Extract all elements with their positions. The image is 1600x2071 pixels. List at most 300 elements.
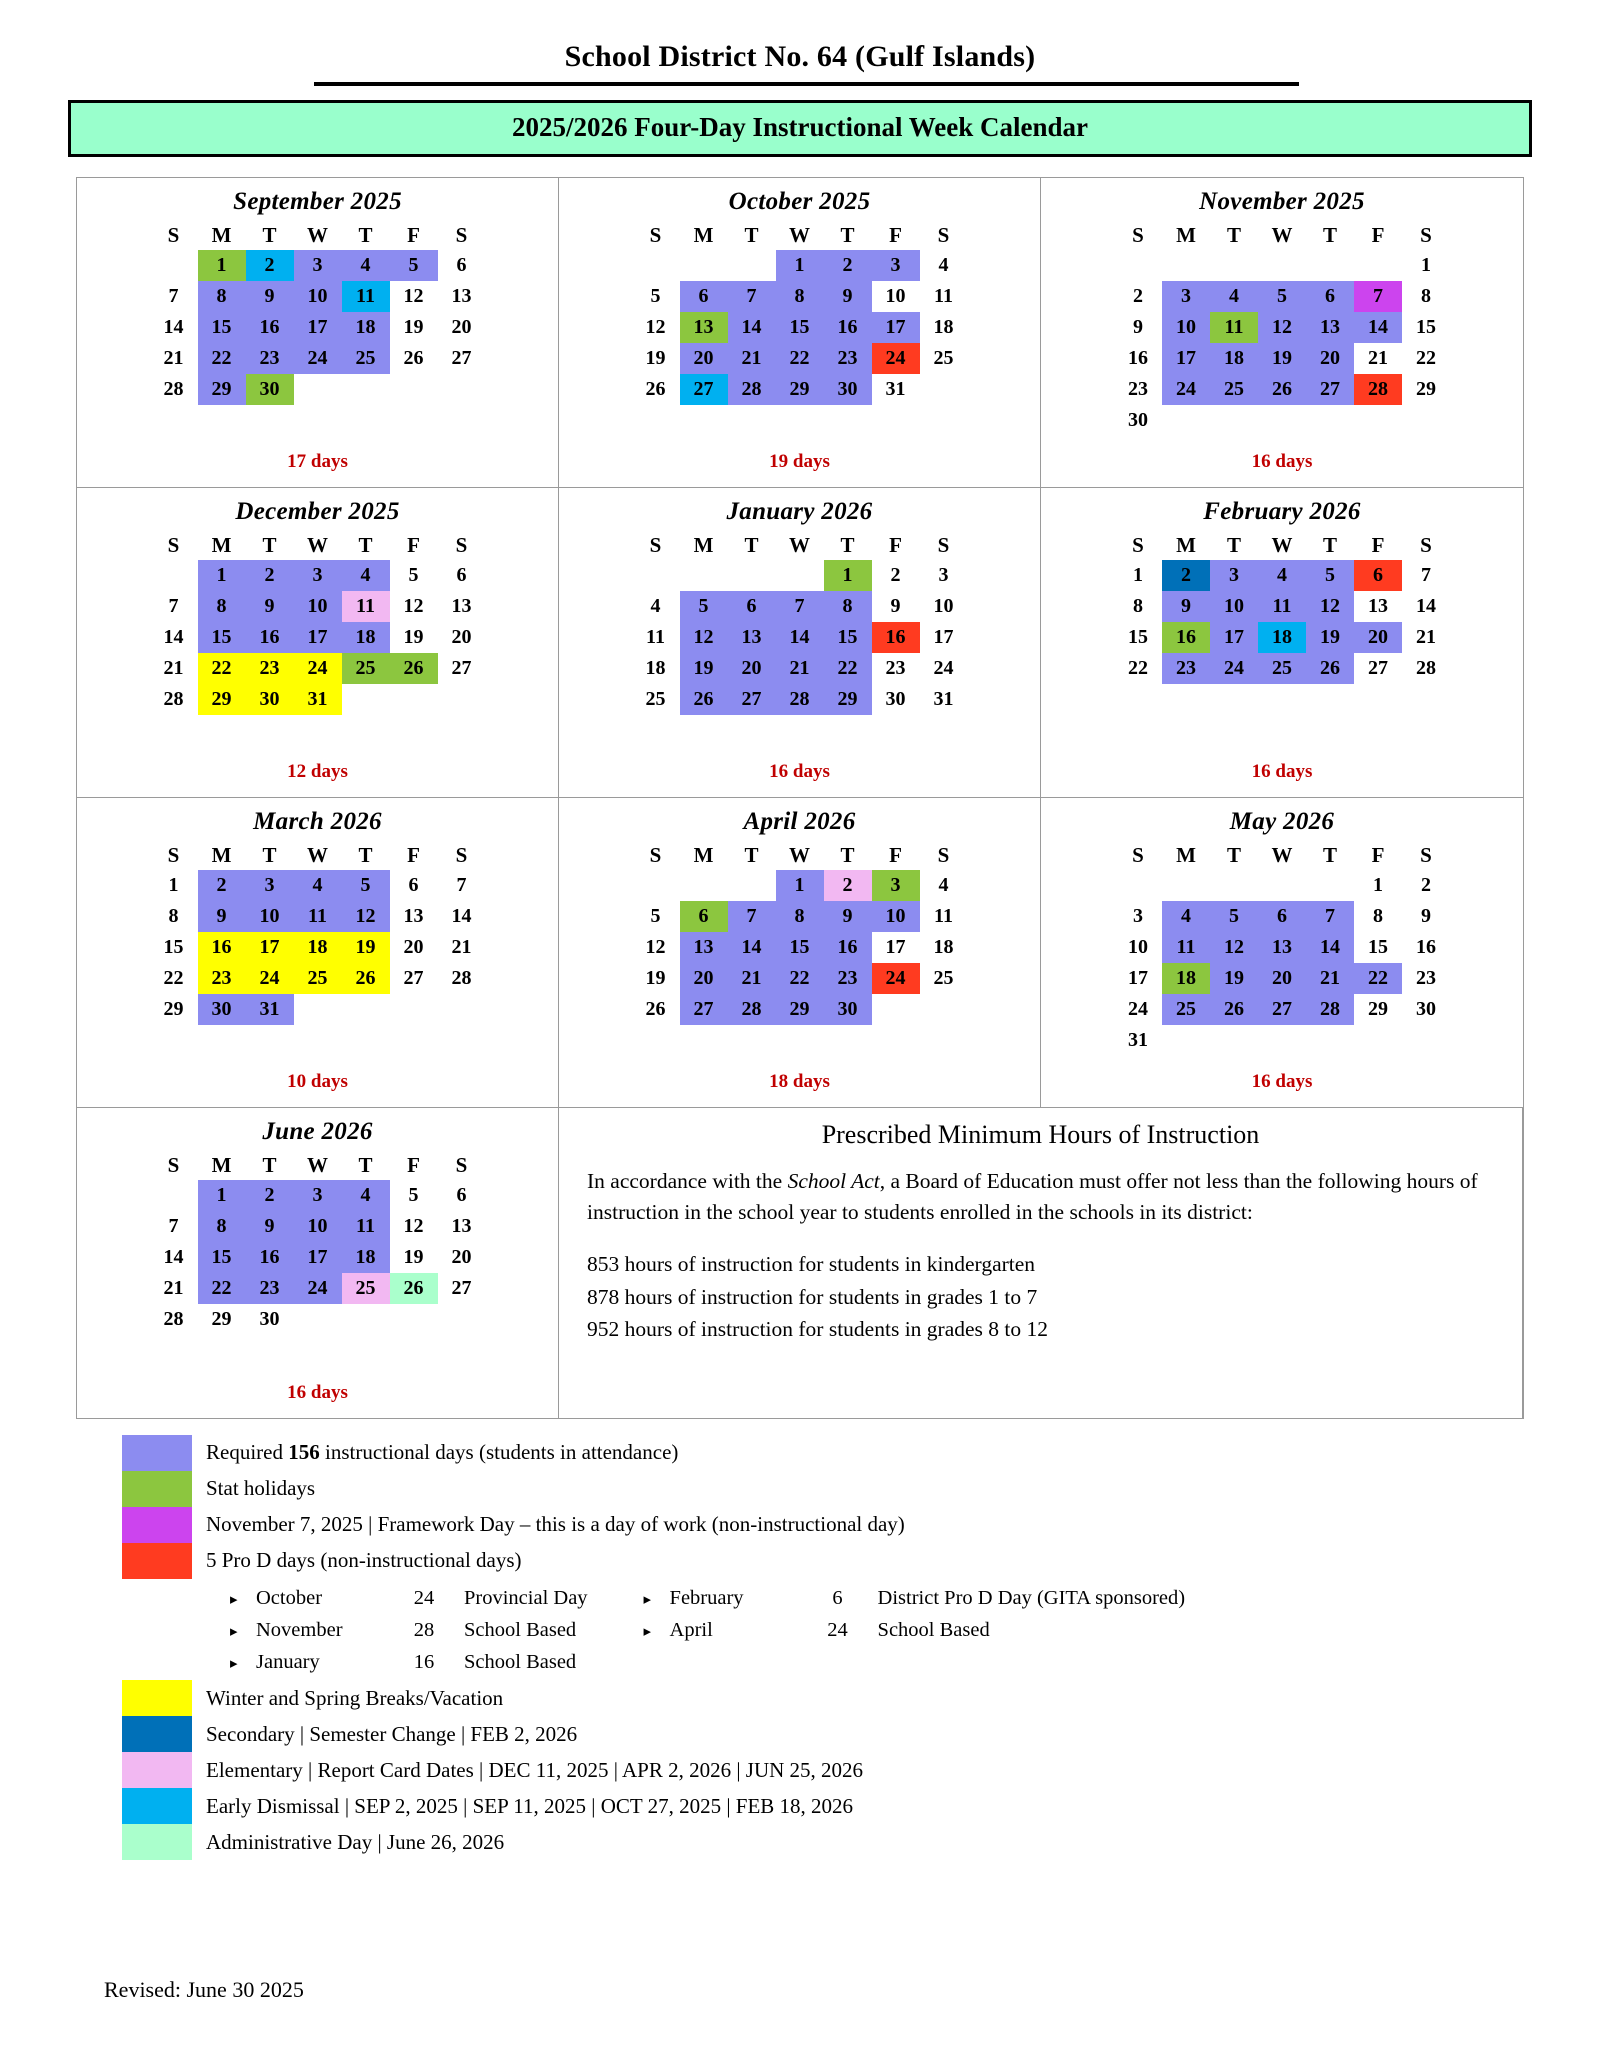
day-cell: 30 <box>246 374 294 405</box>
weekday-header-row <box>632 840 968 870</box>
day-cell: 10 <box>1128 936 1148 958</box>
day-cell: 2 <box>198 870 246 901</box>
day-cell: 18 <box>1258 622 1306 653</box>
day-cell: 12 <box>680 622 728 653</box>
week-row <box>632 994 968 1025</box>
instructional-days-count: 16 days <box>1251 761 1313 782</box>
weekday-header: T <box>1226 222 1241 247</box>
day-cell: 19 <box>1258 343 1306 374</box>
empty-day-cell <box>920 374 968 405</box>
day-cell: 10 <box>885 285 906 307</box>
day-cell: 3 <box>294 560 342 591</box>
legend-row <box>122 1471 1548 1507</box>
week-row <box>1114 870 1450 901</box>
legend-label <box>206 1441 678 1464</box>
instructional-days-count: 10 days <box>287 1071 348 1092</box>
empty-day-cell <box>342 374 390 405</box>
day-cell: 11 <box>646 626 665 648</box>
day-cell: 22 <box>198 1273 246 1304</box>
pro-d-item <box>230 1647 588 1679</box>
day-cell: 8 <box>1133 595 1143 617</box>
week-row <box>150 684 486 715</box>
day-cell: 2 <box>824 250 872 281</box>
legend-label: Winter and Spring Breaks/Vacation <box>206 1685 504 1710</box>
day-cell: 17 <box>885 936 906 958</box>
day-cell: 8 <box>776 901 824 932</box>
month-title: February 2026 <box>1203 498 1361 525</box>
day-cell: 25 <box>342 343 390 374</box>
month-block <box>77 488 559 798</box>
day-cell: 18 <box>342 1242 390 1273</box>
day-cell: 15 <box>198 622 246 653</box>
day-cell: 12 <box>1210 932 1258 963</box>
day-cell: 9 <box>198 901 246 932</box>
week-row <box>1114 1025 1450 1056</box>
week-row <box>1114 374 1450 405</box>
day-cell: 16 <box>1416 936 1436 958</box>
weekday-header: W <box>1271 842 1293 867</box>
empty-day-cell <box>728 560 776 591</box>
legend-color-swatch <box>122 1752 192 1788</box>
day-cell: 16 <box>872 622 920 653</box>
day-cell: 1 <box>1373 874 1383 896</box>
day-cell: 3 <box>1162 281 1210 312</box>
day-cell: 20 <box>728 653 776 684</box>
day-cell: 10 <box>294 281 342 312</box>
day-cell: 15 <box>198 1242 246 1273</box>
empty-day-cell <box>1258 870 1306 901</box>
day-cell: 8 <box>1373 905 1383 927</box>
month-table <box>150 530 486 715</box>
pro-d-item <box>644 1615 1186 1647</box>
day-cell: 6 <box>680 281 728 312</box>
day-cell: 27 <box>680 374 728 405</box>
month-block <box>77 1108 559 1418</box>
day-cell: 8 <box>198 591 246 622</box>
arrow-bullet-icon: ▸ <box>230 1623 238 1640</box>
day-cell: 27 <box>1306 374 1354 405</box>
day-cell: 28 <box>1416 657 1436 679</box>
day-cell: 22 <box>1354 963 1402 994</box>
day-cell: 16 <box>246 312 294 343</box>
day-cell: 17 <box>246 932 294 963</box>
empty-day-cell <box>1402 405 1450 436</box>
day-cell: 17 <box>872 312 920 343</box>
day-cell: 25 <box>1210 374 1258 405</box>
weekday-header: S <box>455 842 468 867</box>
pro-d-day: 24 <box>827 1618 848 1641</box>
pro-d-description: School Based <box>464 1650 577 1673</box>
day-cell: 11 <box>934 905 953 927</box>
instructional-days-count: 17 days <box>287 451 348 472</box>
empty-day-cell <box>1258 1025 1306 1056</box>
day-cell: 18 <box>645 657 666 679</box>
week-row <box>1114 250 1450 281</box>
day-cell: 6 <box>1354 560 1402 591</box>
day-cell: 7 <box>776 591 824 622</box>
day-cell: 21 <box>728 963 776 994</box>
month-title: December 2025 <box>235 498 400 525</box>
day-cell: 14 <box>1416 595 1436 617</box>
day-cell: 11 <box>934 285 953 307</box>
day-cell: 9 <box>246 591 294 622</box>
weekday-header: S <box>167 222 180 247</box>
day-cell: 25 <box>1258 653 1306 684</box>
week-row <box>150 1211 486 1242</box>
day-cell: 5 <box>1306 560 1354 591</box>
day-cell: 2 <box>1421 874 1431 896</box>
day-cell: 12 <box>403 595 424 617</box>
weekday-header: T <box>744 532 759 557</box>
week-row <box>150 1273 486 1304</box>
day-cell: 22 <box>163 967 184 989</box>
day-cell: 8 <box>1421 285 1431 307</box>
legend-label: Administrative Day | June 26, 2026 <box>206 1829 505 1854</box>
weekday-header: T <box>1322 842 1337 867</box>
weekday-header: M <box>1176 532 1196 557</box>
day-cell: 17 <box>1162 343 1210 374</box>
day-cell: 2 <box>246 1180 294 1211</box>
day-cell: 21 <box>776 653 824 684</box>
day-cell: 19 <box>1210 963 1258 994</box>
empty-day-cell <box>342 994 390 1025</box>
day-cell: 31 <box>885 378 906 400</box>
day-cell: 23 <box>1128 378 1148 400</box>
empty-day-cell <box>920 994 968 1025</box>
day-cell: 2 <box>1162 560 1210 591</box>
empty-day-cell <box>342 1304 390 1335</box>
legend-label: Stat holidays <box>206 1476 316 1501</box>
pro-d-day: 24 <box>413 1587 435 1609</box>
weekday-header-row <box>150 220 486 250</box>
month-block <box>559 488 1041 798</box>
day-cell: 31 <box>246 994 294 1025</box>
day-cell: 7 <box>168 285 179 307</box>
day-cell: 17 <box>294 1242 342 1273</box>
week-row <box>632 560 968 591</box>
week-row <box>150 281 486 312</box>
month-title: June 2026 <box>262 1118 373 1145</box>
day-cell: 12 <box>403 1215 424 1237</box>
weekday-header-row <box>150 840 486 870</box>
day-cell: 16 <box>1162 622 1210 653</box>
day-cell: 19 <box>342 932 390 963</box>
legend-row <box>122 1716 1548 1752</box>
day-cell: 28 <box>163 688 184 710</box>
day-cell: 13 <box>1306 312 1354 343</box>
day-cell: 13 <box>451 285 472 307</box>
weekday-header-row <box>1114 530 1450 560</box>
legend-color-swatch <box>122 1471 192 1507</box>
weekday-header: M <box>211 1152 232 1177</box>
day-cell: 17 <box>294 312 342 343</box>
weekday-header: F <box>1371 842 1385 867</box>
day-cell: 23 <box>1416 967 1436 989</box>
month-table <box>632 530 968 715</box>
day-cell: 27 <box>451 347 472 369</box>
empty-day-cell <box>1114 870 1162 901</box>
day-cell: 22 <box>776 963 824 994</box>
empty-day-cell <box>728 250 776 281</box>
legend-label: Elementary | Report Card Dates | DEC 11, 2025 | APR 2, 2026 | JUN 25, 2026 <box>206 1757 864 1782</box>
day-cell: 20 <box>680 963 728 994</box>
week-row <box>1114 622 1450 653</box>
day-cell: 14 <box>1306 932 1354 963</box>
day-cell: 24 <box>1210 653 1258 684</box>
day-cell: 23 <box>246 653 294 684</box>
day-cell: 5 <box>680 591 728 622</box>
day-cell: 21 <box>163 657 184 679</box>
day-cell: 25 <box>342 1273 390 1304</box>
day-cell: 17 <box>933 626 954 648</box>
week-row <box>632 250 968 281</box>
weekday-header: S <box>455 1152 468 1177</box>
day-cell: 20 <box>1306 343 1354 374</box>
weekday-header: S <box>649 842 662 867</box>
day-cell: 23 <box>824 963 872 994</box>
legend-row <box>122 1824 1548 1860</box>
day-cell: 4 <box>294 870 342 901</box>
day-cell: 26 <box>342 963 390 994</box>
day-cell: 6 <box>1258 901 1306 932</box>
weekday-header: W <box>789 532 810 557</box>
day-cell: 19 <box>680 653 728 684</box>
empty-day-cell <box>438 1304 486 1335</box>
day-cell: 25 <box>1162 994 1210 1025</box>
weekday-header: S <box>1132 532 1144 557</box>
day-cell: 16 <box>198 932 246 963</box>
day-cell: 28 <box>776 684 824 715</box>
empty-day-cell <box>390 1304 438 1335</box>
day-cell: 18 <box>1210 343 1258 374</box>
pro-d-description: District Pro D Day (GITA sponsored) <box>877 1587 1186 1609</box>
day-cell: 5 <box>1210 901 1258 932</box>
day-cell: 14 <box>163 316 184 338</box>
week-row <box>632 312 968 343</box>
weekday-header: T <box>358 222 373 247</box>
empty-day-cell <box>632 560 680 591</box>
empty-day-cell <box>1306 870 1354 901</box>
month-title: October 2025 <box>728 188 871 215</box>
day-cell: 21 <box>728 343 776 374</box>
pro-d-item <box>230 1583 588 1615</box>
arrow-bullet-icon: ▸ <box>643 1592 652 1608</box>
weekday-header: S <box>167 1152 180 1177</box>
week-row <box>1114 560 1450 591</box>
day-cell: 23 <box>246 1273 294 1304</box>
day-cell: 25 <box>933 347 954 369</box>
day-cell: 4 <box>342 560 390 591</box>
month-table <box>1114 530 1450 684</box>
day-cell: 29 <box>211 1308 232 1330</box>
hours-line: 952 hours of instruction for students in grades 8 to 12 <box>587 1317 1049 1342</box>
hours-list <box>587 1249 1494 1345</box>
legend-color-swatch <box>122 1435 192 1471</box>
day-cell: 11 <box>342 281 390 312</box>
weekday-header: F <box>1371 532 1385 557</box>
weekday-header: T <box>262 842 277 867</box>
day-cell: 5 <box>650 285 661 307</box>
day-cell: 29 <box>824 684 872 715</box>
week-row <box>1114 932 1450 963</box>
month-title: March 2026 <box>253 808 382 835</box>
day-cell: 30 <box>246 684 294 715</box>
week-row <box>632 622 968 653</box>
day-cell: 12 <box>403 285 424 307</box>
day-cell: 13 <box>451 1215 472 1237</box>
weekday-header: S <box>455 532 468 557</box>
week-row <box>632 963 968 994</box>
day-cell: 31 <box>1128 1029 1148 1051</box>
weekday-header: W <box>789 222 810 247</box>
day-cell: 21 <box>451 936 472 958</box>
day-cell: 16 <box>246 622 294 653</box>
day-cell: 1 <box>824 560 872 591</box>
weekday-header: F <box>407 222 420 247</box>
legend-row <box>122 1788 1548 1824</box>
week-row <box>150 1304 486 1335</box>
day-cell: 11 <box>1258 591 1306 622</box>
day-cell: 4 <box>938 874 949 896</box>
day-cell: 28 <box>1354 374 1402 405</box>
day-cell: 28 <box>163 1308 184 1330</box>
weekday-header: F <box>407 1152 420 1177</box>
day-cell: 9 <box>824 901 872 932</box>
pro-d-month: January <box>256 1650 320 1673</box>
day-cell: 15 <box>776 312 824 343</box>
day-cell: 10 <box>294 1211 342 1242</box>
day-cell: 14 <box>728 312 776 343</box>
empty-day-cell <box>632 870 680 901</box>
weekday-header: T <box>262 532 277 557</box>
weekday-header: W <box>789 842 810 867</box>
day-cell: 3 <box>872 870 920 901</box>
day-cell: 23 <box>246 343 294 374</box>
day-cell: 8 <box>824 591 872 622</box>
day-cell: 5 <box>650 905 661 927</box>
weekday-header: M <box>693 842 714 867</box>
week-row <box>1114 343 1450 374</box>
day-cell: 28 <box>163 378 184 400</box>
day-cell: 4 <box>1258 560 1306 591</box>
day-cell: 29 <box>198 684 246 715</box>
day-cell: 29 <box>776 374 824 405</box>
month-block <box>559 178 1041 488</box>
day-cell: 1 <box>1133 564 1143 586</box>
empty-day-cell <box>1114 250 1162 281</box>
instructional-days-count: 16 days <box>1251 1071 1313 1092</box>
day-cell: 14 <box>163 626 184 648</box>
month-block <box>1041 488 1523 798</box>
pro-d-month: February <box>669 1587 744 1609</box>
empty-day-cell <box>294 1304 342 1335</box>
empty-day-cell <box>438 374 486 405</box>
day-cell: 3 <box>938 564 949 586</box>
pro-d-day: 16 <box>413 1650 435 1673</box>
day-cell: 19 <box>1306 622 1354 653</box>
day-cell: 13 <box>451 595 472 617</box>
day-cell: 7 <box>728 281 776 312</box>
empty-day-cell <box>1210 405 1258 436</box>
week-row <box>632 684 968 715</box>
empty-day-cell <box>390 684 438 715</box>
day-cell: 2 <box>246 250 294 281</box>
day-cell: 5 <box>1258 281 1306 312</box>
weekday-header: T <box>262 1152 277 1177</box>
hours-line: 853 hours of instruction for students in kindergarten <box>587 1252 1036 1277</box>
day-cell: 6 <box>680 901 728 932</box>
weekday-header: M <box>1176 222 1196 247</box>
day-cell: 8 <box>168 905 179 927</box>
day-cell: 27 <box>1258 994 1306 1025</box>
day-cell: 23 <box>885 657 906 679</box>
day-cell: 19 <box>403 1246 424 1268</box>
day-cell: 31 <box>294 684 342 715</box>
empty-day-cell <box>390 374 438 405</box>
day-cell: 24 <box>872 963 920 994</box>
day-cell: 6 <box>456 1184 467 1206</box>
month-table <box>150 840 486 1025</box>
day-cell: 21 <box>163 347 184 369</box>
legend-row <box>122 1752 1548 1788</box>
day-cell: 6 <box>728 591 776 622</box>
day-cell: 11 <box>294 901 342 932</box>
week-row <box>632 343 968 374</box>
day-cell: 25 <box>342 653 390 684</box>
weekday-header: M <box>211 222 232 247</box>
weekday-header: M <box>211 532 232 557</box>
day-cell: 13 <box>403 905 424 927</box>
week-row <box>1114 653 1450 684</box>
day-cell: 20 <box>680 343 728 374</box>
day-cell: 18 <box>294 932 342 963</box>
empty-day-cell <box>632 250 680 281</box>
day-cell: 2 <box>890 564 901 586</box>
month-table <box>150 220 486 405</box>
day-cell: 17 <box>294 622 342 653</box>
title-underline <box>314 82 1299 86</box>
empty-day-cell <box>872 994 920 1025</box>
weekday-header: W <box>307 222 328 247</box>
empty-day-cell <box>680 560 728 591</box>
day-cell: 20 <box>1258 963 1306 994</box>
pro-d-column <box>230 1583 588 1678</box>
day-cell: 3 <box>1133 905 1143 927</box>
day-cell: 2 <box>824 870 872 901</box>
weekday-header: S <box>167 532 180 557</box>
legend-color-swatch <box>122 1680 192 1716</box>
school-act-reference: School Act <box>787 1169 880 1193</box>
day-cell: 17 <box>1210 622 1258 653</box>
day-cell: 12 <box>645 936 666 958</box>
week-row <box>150 1242 486 1273</box>
day-cell: 24 <box>294 653 342 684</box>
month-block <box>1041 798 1523 1108</box>
day-cell: 27 <box>451 1277 472 1299</box>
month-block <box>559 798 1041 1108</box>
day-cell: 30 <box>885 688 906 710</box>
day-cell: 7 <box>1421 564 1431 586</box>
pro-d-day: 28 <box>413 1618 435 1641</box>
empty-day-cell <box>438 994 486 1025</box>
day-cell: 30 <box>824 994 872 1025</box>
month-table <box>1114 220 1450 436</box>
district-title: School District No. 64 (Gulf Islands) <box>564 40 1036 73</box>
legend-row <box>122 1507 1548 1543</box>
day-cell: 28 <box>728 994 776 1025</box>
day-cell: 20 <box>451 626 472 648</box>
day-cell: 27 <box>403 967 424 989</box>
